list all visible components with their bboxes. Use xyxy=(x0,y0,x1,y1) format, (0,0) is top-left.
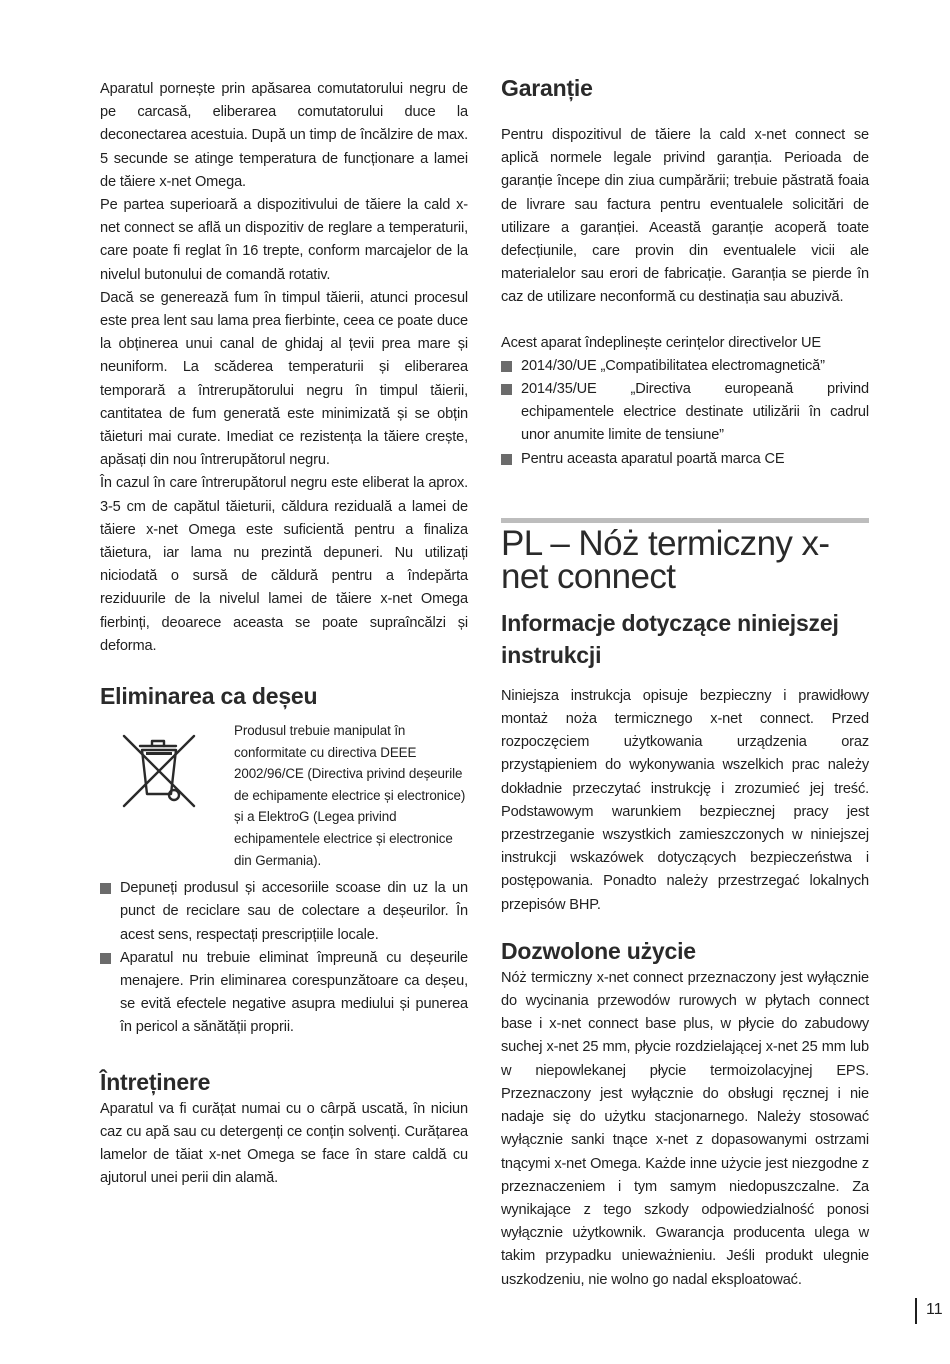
disposal-bullet-list xyxy=(100,877,468,1039)
disposal-directive-text: Produsul trebuie manipulat în conformitate cu directiva DEEE 2002/96/CE (Directiva privind deșeurile de echipamente electrice și electronice) și a ElektroG (Legea privind echipamentele electrice și electronice din Germania). xyxy=(234,723,466,868)
ue-intro: Acest aparat îndeplinește cerințelor directivelor UE xyxy=(501,334,821,351)
list-item-text: 2014/35/UE „Directiva europeană privind echipamentele electrice destinate utilizării în cadrul unor anumite limite de tensiune” xyxy=(521,381,869,444)
paragraph: Niniejsza instrukcja opisuje bezpieczny i prawidłowy montaż noża termicznego x-net connect. Przed rozpoczęciem użytkowania urządzenia oraz przystąpieniem do wykonywania wszelkich prac należy dokładnie przeczytać instrukcję i zrozumieć jej treść. Podstawowym warunkiem bezpiecznej pracy jest przestrzeganie wszystkich zamieszczonych w niniejszej instrukcji wskazówek dotyczących bezpieczeństwa i postępowania. Ponadto należy przestrzegać lokalnych przepisów BHP. xyxy=(501,687,869,913)
list-item-text: Aparatul nu trebuie eliminat împreună cu deșeurile menajere. Prin eliminarea corespunzătoare ca deșeu, se evită efectele negative asupra mediului și punerea în pericol a sănătății proprii. xyxy=(120,949,468,1036)
paragraph: Pe partea superioară a dispozitivului de tăiere la cald x-net connect se află un dispozitiv de reglare a temperaturii, care poate fi reglat în 16 trepte, conform marcajelor de la nivelul butonului de comandă rotativ. xyxy=(100,197,468,283)
section-heading-disposal: Eliminarea ca deșeu xyxy=(100,683,318,710)
section-divider xyxy=(501,518,869,523)
paragraph: Aparatul va fi curățat numai cu o cârpă uscată, în niciun caz cu apă sau cu detergenți ce conțin solvenți. Curățarea lamelor de tăiat x-net Omega se face în stare caldă cu ajutorul unei perii din alamă. xyxy=(100,1100,468,1187)
section-heading-maintenance: Întreținere xyxy=(100,1068,211,1095)
square-bullet-icon xyxy=(501,361,512,372)
ue-directive-list xyxy=(501,355,869,471)
list-item-text: Depuneți produsul și accesoriile scoase din uz la un punct de reciclare sau de colectare a deșeurilor. În acest sens, respectați prescripțiile locale. xyxy=(120,880,468,943)
chapter-title: PL – Nóż termiczny x-net connect xyxy=(501,523,830,596)
paragraph: Pentru dispozitivul de tăiere la cald x-net connect se aplică normele legale privind garanția. Perioada de garanție începe din ziua cumpărării; trebuie păstrată foaia de livrare sau factura pentru eventualele solicitări de utilizare a garanției. Această garanție acoperă toate defecțiunile, care provin din eventualele vicii ale materialelor sau erori de fabricație. Garanția se pierde în caz de utilizare neconformă cu destinația sau abuzivă. xyxy=(501,127,869,306)
square-bullet-icon xyxy=(100,953,111,964)
list-item xyxy=(100,877,468,947)
section-heading-warranty: Garanție xyxy=(501,75,593,101)
square-bullet-icon xyxy=(100,883,111,894)
section-heading-intended-use: Dozwolone użycie xyxy=(501,937,696,964)
paragraph: În cazul în care întrerupătorul negru este eliberat la aprox. 3-5 cm de capătul tăieturii, căldura reziduală a lamei de tăiere x-net Omega este suficientă pentru a finaliza tăietura, iar lama nu prezintă depuneri. Nu utilizați niciodată o sursă de căldură pentru a îndepărta reziduurile de la nivelul lamei de tăiere x-net Omega fierbinți, deoarece aceasta se poate supraîncălzi și deforma. xyxy=(100,475,468,654)
paragraph: Aparatul pornește prin apăsarea comutatorului negru de pe carcasă, eliberarea comutatorului duce la deconectarea acestuia. După un timp de încălzire de max. 5 secunde se atinge temperatura de funcționare a lamei de tăiere x-net Omega. xyxy=(100,81,469,190)
section-heading-instructions: Informacje dotyczące niniejszej instrukcji xyxy=(501,609,839,668)
square-bullet-icon xyxy=(501,454,512,465)
weee-bin-icon xyxy=(100,720,234,871)
list-item-text: 2014/30/UE „Compatibilitatea electromagnetică” xyxy=(521,357,825,374)
list-item xyxy=(501,448,869,471)
list-item xyxy=(100,947,468,1040)
page-number: 11 xyxy=(915,1298,943,1324)
disposal-block xyxy=(100,720,468,871)
list-item-text: Pentru aceasta aparatul poartă marca CE xyxy=(521,450,785,467)
right-column xyxy=(501,75,869,1292)
list-item xyxy=(501,378,869,448)
list-item xyxy=(501,355,869,378)
paragraph: Nóż termiczny x-net connect przeznaczony jest wyłącznie do wycinania przewodów rurowych w płytach connect base i x-net connect base plus, w płycie do zabudowy suchej x-net 25 mm, płycie rozdzielającej x-net 25 mm lub w niepowlekanej płycie termoizolacyjnej EPS. Przeznaczony jest wyłącznie do obsługi ręcznej i nie nadaje się do użytku stacjonarnego. Należy stosować wyłącznie sanki tnące x-net z dopasowanymi ostrzami tnącymi x-net Omega. Każde inne użycie jest niezgodne z przeznaczeniem i tym samym niedopuszczalne. Za wynikające z tego szkody odpowiedzialność ponosi wyłącznie użytkownik. Gwarancja producenta ulega w takim przypadku unieważnieniu. Jeśli produkt ulegnie uszkodzeniu, nie wolno go nadal eksploatować. xyxy=(501,969,869,1288)
left-column xyxy=(100,78,468,1190)
paragraph: Dacă se generează fum în timpul tăierii, atunci procesul este prea lent sau lama prea fierbinte, ceea ce poate duce la obținerea unui canal de ghidaj al țevii prea mare și neuniform. La scăderea temperaturii și eliberarea temporară a întrerupătorului negru în timpul tăierii, cantitatea de fum generată este minimizată și se obțin tăieturi mai curate. Imediat ce rezistența la tăiere crește, apăsați din nou întrerupătorul negru. xyxy=(100,289,468,469)
square-bullet-icon xyxy=(501,384,512,395)
